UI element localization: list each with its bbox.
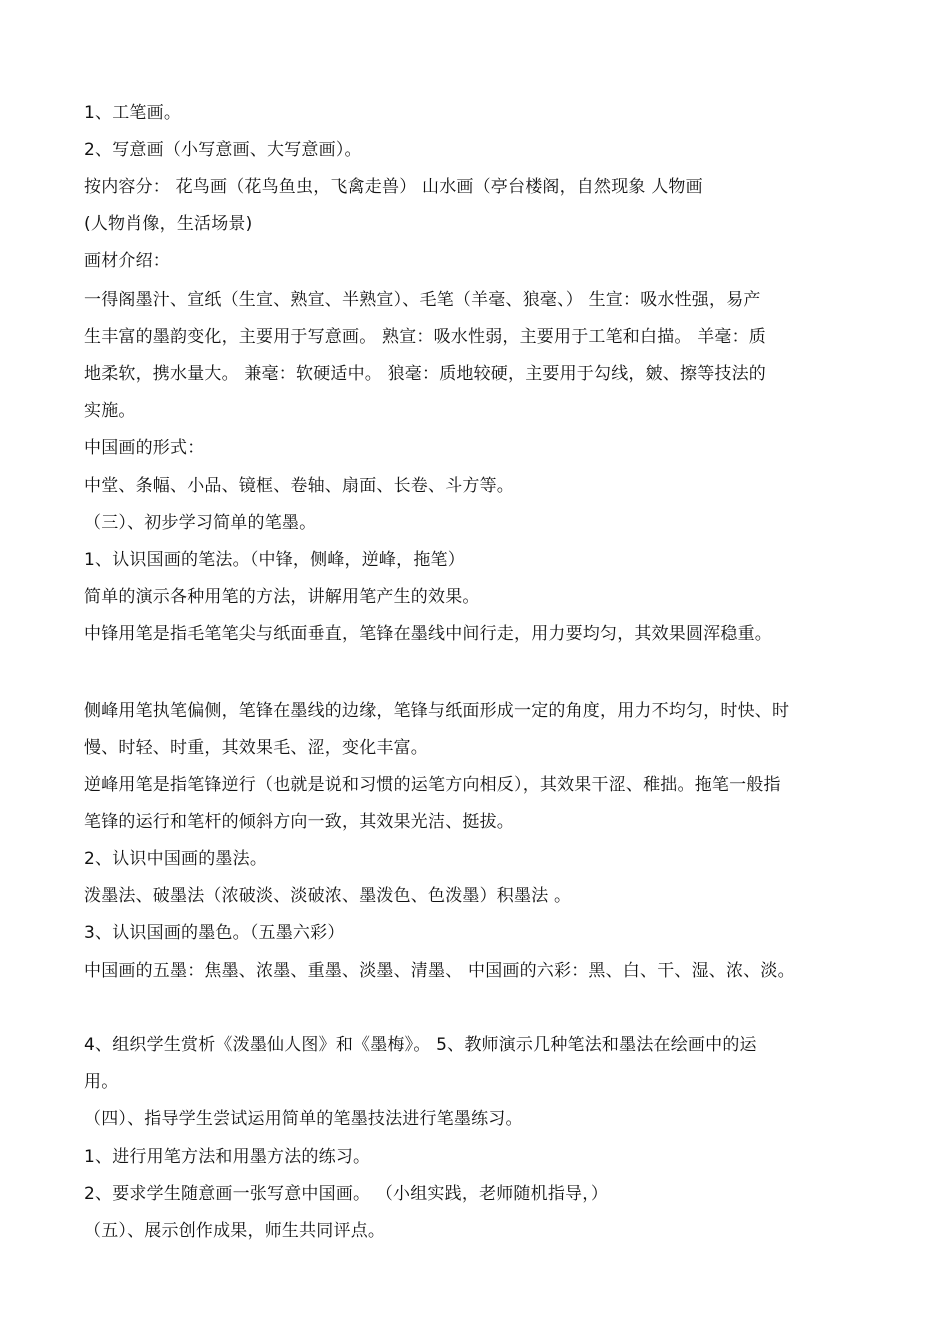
text-line: 中国画的五墨：焦墨、浓墨、重墨、淡墨、清墨、 中国画的六彩：黑、白、干、湿、浓、淡。	[84, 961, 795, 981]
text-line: 逆峰用笔是指笔锋逆行（也就是说和习惯的运笔方向相反），其效果干涩、稚拙。拖笔一般指	[84, 775, 781, 795]
text-line: 画材介绍：	[84, 251, 170, 271]
text-line: 2、写意画（小写意画、大写意画）。	[84, 140, 362, 160]
text-line: 3、认识国画的墨色。（五墨六彩）	[84, 923, 345, 943]
text-line: 实施。	[84, 401, 136, 421]
text-line: 1、进行用笔方法和用墨方法的练习。	[84, 1147, 371, 1167]
text-line: 慢、时轻、时重，其效果毛、涩，变化丰富。	[84, 738, 428, 758]
text-line: （三）、初步学习简单的笔墨。	[84, 513, 317, 533]
text-line: 中锋用笔是指毛笔笔尖与纸面垂直，笔锋在墨线中间行走，用力要均匀，其效果圆浑稳重。	[84, 624, 772, 644]
text-line: 1、认识国画的笔法。（中锋，侧峰，逆峰，拖笔）	[84, 550, 465, 570]
text-line: 中堂、条幅、小品、镜框、卷轴、扇面、长卷、斗方等。	[84, 476, 514, 496]
text-line: 中国画的形式：	[84, 438, 205, 458]
text-line: 简单的演示各种用笔的方法，讲解用笔产生的效果。	[84, 587, 480, 607]
text-line: 2、认识中国画的墨法。	[84, 849, 268, 869]
text-line: 按内容分： 花鸟画（花鸟鱼虫，飞禽走兽） 山水画（亭台楼阁，自然现象 人物画	[84, 177, 703, 197]
text-line: 用。	[84, 1072, 119, 1092]
text-line: 4、组织学生赏析《泼墨仙人图》和《墨梅》。 5、教师演示几种笔法和墨法在绘画中的运	[84, 1035, 757, 1055]
text-line: （五）、展示创作成果，师生共同评点。	[84, 1221, 386, 1241]
text-line: 地柔软，携水量大。 兼毫：软硬适中。 狼毫：质地较硬，主要用于勾线，皴、擦等技法的	[84, 364, 767, 384]
text-line: 2、要求学生随意画一张写意中国画。 （小组实践，老师随机指导，）	[84, 1184, 609, 1204]
text-line: (人物肖像，生活场景)	[84, 214, 253, 234]
text-line: 1、工笔画。	[84, 103, 182, 123]
text-line: 一得阁墨汁、宣纸（生宣、熟宣、半熟宣）、毛笔（羊毫、狼毫、） 生宣：吸水性强，易产	[84, 290, 761, 310]
text-line: （四）、指导学生尝试运用简单的笔墨技法进行笔墨练习。	[84, 1109, 523, 1129]
text-line: 泼墨法、破墨法（浓破淡、淡破浓、墨泼色、色泼墨）积墨法 。	[84, 886, 572, 906]
text-line: 侧峰用笔执笔偏侧，笔锋在墨线的边缘，笔锋与纸面形成一定的角度，用力不均匀，时快、时	[84, 701, 790, 721]
text-line: 笔锋的运行和笔杆的倾斜方向一致，其效果光洁、挺拔。	[84, 812, 514, 832]
text-line: 生丰富的墨韵变化，主要用于写意画。 熟宣：吸水性弱，主要用于工笔和白描。 羊毫：质	[84, 327, 767, 347]
